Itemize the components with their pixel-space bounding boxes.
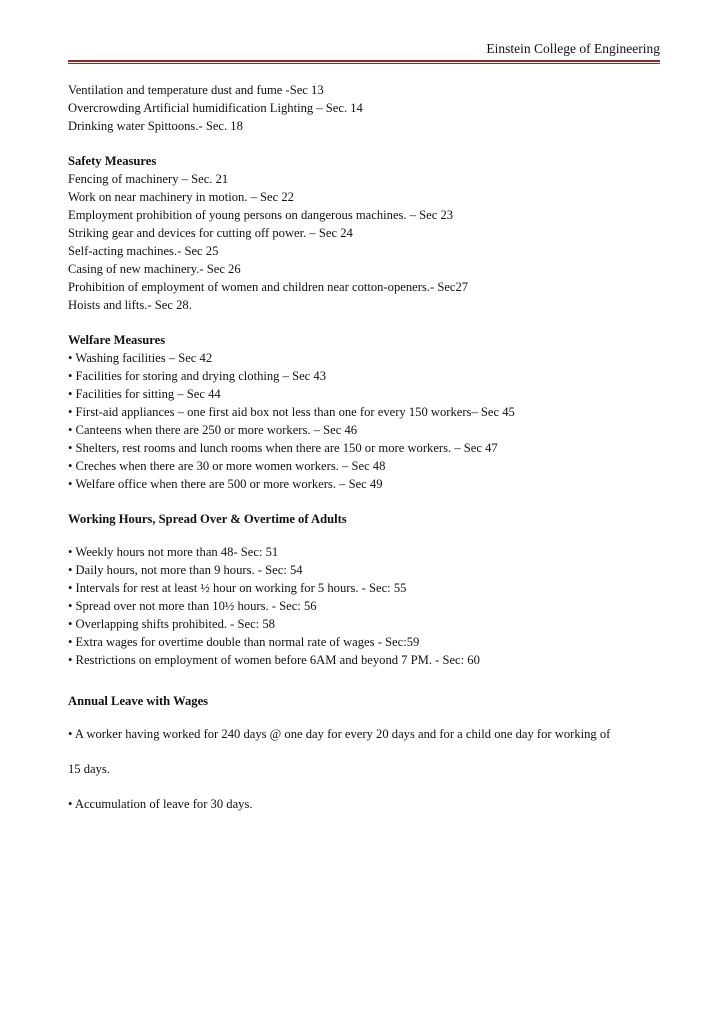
list-item: • Facilities for storing and drying clothing – Sec 43 (68, 369, 326, 383)
list-item: • Canteens when there are 250 or more workers. – Sec 46 (68, 423, 358, 437)
text-line: Ventilation and temperature dust and fume -Sec 13 (68, 83, 324, 97)
section-heading-working-hours: Working Hours, Spread Over & Overtime of Adults (68, 512, 347, 526)
list-item: • Daily hours, not more than 9 hours. - Sec: 54 (68, 563, 303, 577)
list-item: • Welfare office when there are 500 or more workers. – Sec 49 (68, 477, 383, 491)
page-header (68, 40, 660, 62)
section-heading-annual-leave: Annual Leave with Wages (68, 694, 209, 708)
section-heading-safety: Safety Measures (68, 154, 157, 168)
text-line: Overcrowding Artificial humidification Lighting – Sec. 14 (68, 101, 363, 115)
list-item: Employment prohibition of young persons on dangerous machines. – Sec 23 (68, 208, 454, 222)
text-line: Drinking water Spittoons.- Sec. 18 (68, 119, 243, 133)
list-item: • A worker having worked for 240 days @ one day for every 20 days and for a child one day for working of (68, 727, 611, 741)
list-item-continuation: 15 days. (68, 762, 110, 776)
list-item: • Intervals for rest at least ½ hour on working for 5 hours. - Sec: 55 (68, 581, 407, 595)
list-item: Fencing of machinery – Sec. 21 (68, 172, 229, 186)
list-item: • Extra wages for overtime double than normal rate of wages - Sec:59 (68, 635, 420, 649)
list-item: Casing of new machinery.- Sec 26 (68, 262, 241, 276)
list-item: Striking gear and devices for cutting off power. – Sec 24 (68, 226, 353, 240)
list-item: Work on near machinery in motion. – Sec 22 (68, 190, 294, 204)
list-item: Prohibition of employment of women and children near cotton-openers.- Sec27 (68, 280, 469, 294)
list-item: • Overlapping shifts prohibited. - Sec: 58 (68, 617, 275, 631)
list-item: Self-acting machines.- Sec 25 (68, 244, 219, 258)
list-item: • Spread over not more than 10½ hours. - Sec: 56 (68, 599, 317, 613)
list-item: • Facilities for sitting – Sec 44 (68, 387, 221, 401)
header-title: Einstein College of Engineering (486, 41, 660, 56)
list-item: • First-aid appliances – one first aid box not less than one for every 150 workers– Sec 45 (68, 405, 515, 419)
document-body (68, 81, 668, 813)
list-item: • Creches when there are 30 or more women workers. – Sec 48 (68, 459, 386, 473)
section-heading-welfare: Welfare Measures (68, 333, 166, 347)
list-item: • Weekly hours not more than 48- Sec: 51 (68, 545, 279, 559)
list-item: • Washing facilities – Sec 42 (68, 351, 213, 365)
list-item: • Restrictions on employment of women before 6AM and beyond 7 PM. - Sec: 60 (68, 653, 480, 667)
list-item: Hoists and lifts.- Sec 28. (68, 298, 192, 312)
header-rule (68, 60, 660, 64)
list-item: • Accumulation of leave for 30 days. (68, 797, 253, 811)
list-item: • Shelters, rest rooms and lunch rooms when there are 150 or more workers. – Sec 47 (68, 441, 498, 455)
